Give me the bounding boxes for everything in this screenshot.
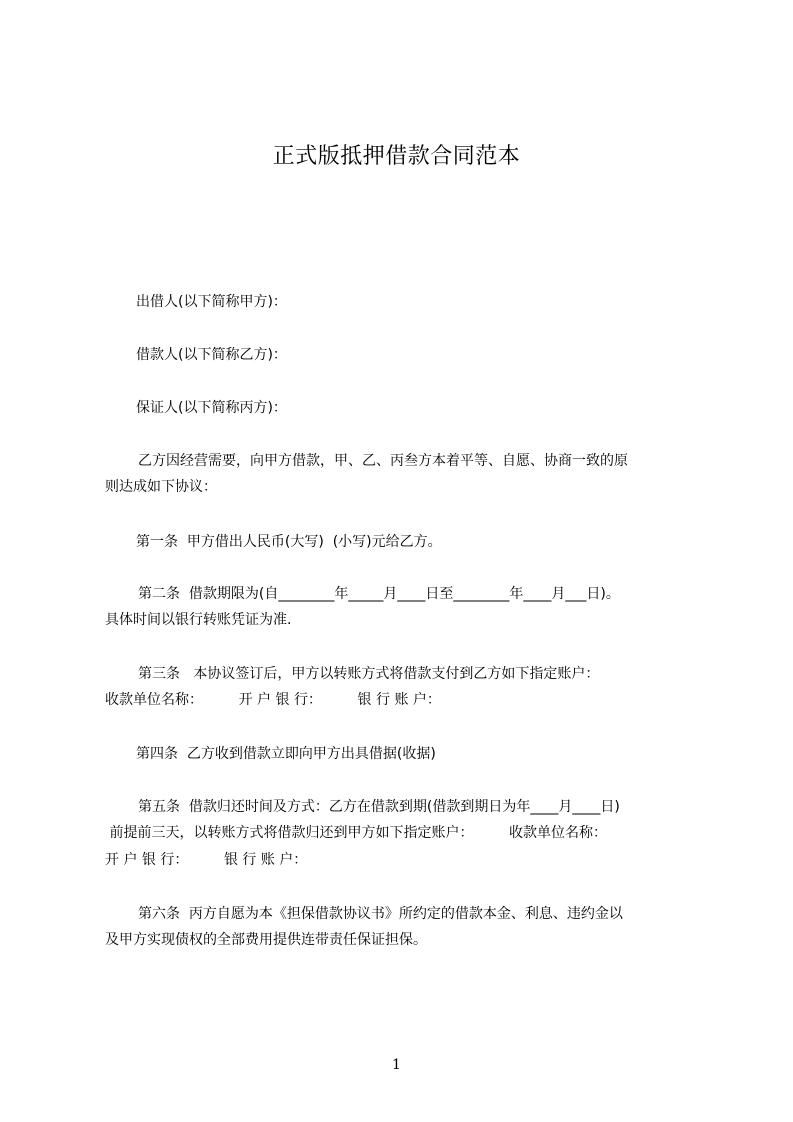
article-3-line-1: 第三条 本协议签订后，甲方以转账方式将借款支付到乙方如下指定账户： [138,666,600,682]
guarantor-line: 保证人(以下简称丙方)： [136,400,287,416]
intro-line-1: 乙方因经营需要，向甲方借款，甲、乙、丙叁方本着平等、自愿、协商一致的原 [138,453,628,469]
document-title: 正式版抵押借款合同范本 [272,144,521,169]
article-6-line-2: 及甲方实现债权的全部费用提供连带责任保证担保。 [105,932,427,948]
article-2-line-1: 第二条 借款期限为(自________年_____月____日至________年____月___日)。 [138,586,620,602]
article-2-line-2: 具体时间以银行转账凭证为准. [105,612,292,628]
article-3-line-2: 收款单位名称： 开 户 银 行： 银 行 账 户： [105,692,441,708]
article-5-line-3: 开 户 银 行： 银 行 账 户： [105,852,308,868]
borrower-line: 借款人(以下简称乙方)： [136,347,287,363]
article-1: 第一条 甲方借出人民币(大写) (小写)元给乙方。 [136,534,442,550]
article-4: 第四条 乙方收到借款立即向甲方出具借据(收据) [136,746,436,762]
intro-line-2: 则达成如下协议： [105,479,217,495]
page-number: 1 [392,1057,401,1073]
article-5-line-1: 第五条 借款归还时间及方式：乙方在借款到期(借款到期日为年____月____日) [138,799,620,815]
article-6-line-1: 第六条 丙方自愿为本《担保借款协议书》所约定的借款本金、利息、违约金以 [138,906,623,922]
lender-line: 出借人(以下简称甲方)： [136,294,287,310]
article-5-line-2: 前提前三天，以转账方式将借款归还到甲方如下指定账户： 收款单位名称： [105,825,608,841]
